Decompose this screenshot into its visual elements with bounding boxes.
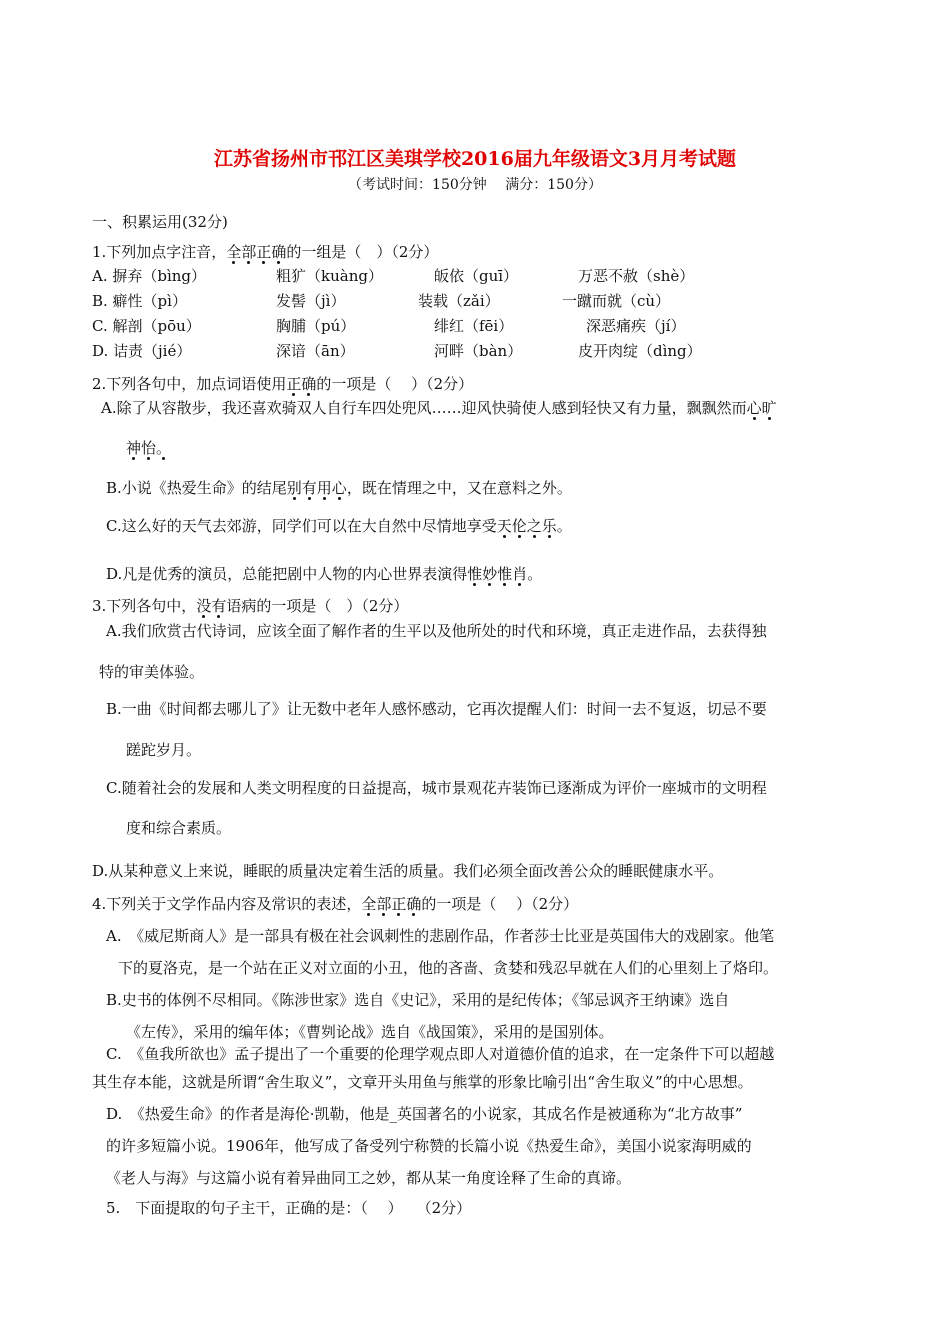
emphasis-dot bbox=[232, 261, 235, 264]
q1-row-d-col1: D. 诘责（jié） bbox=[92, 342, 192, 360]
emphasis-dots bbox=[497, 534, 557, 538]
emphasis-dot bbox=[397, 913, 400, 916]
q2-option-d: D.凡是优秀的演员，总能把剧中人物的内心世界表演得惟妙惟肖 。 bbox=[106, 564, 542, 584]
emphasis-dot bbox=[132, 457, 135, 460]
q1-row-c-col3: 绯红（fēi） bbox=[434, 317, 514, 335]
emphasis-dots bbox=[747, 416, 777, 420]
emphasis-dot bbox=[307, 393, 310, 396]
q1-row-a-col2: 粗犷（kuàng） bbox=[276, 267, 383, 285]
q2-d-emphasis: 惟妙惟肖 bbox=[467, 565, 527, 583]
q2-option-a: A.除了从容散步，我还喜欢骑双人自行车四处兜风……迎风快骑使人感到轻快又有力量，飘飘然而心旷 bbox=[101, 398, 777, 418]
q1-stem-post: 的一组是（ ）（2分） bbox=[286, 243, 439, 261]
emphasis-dot bbox=[753, 417, 756, 420]
q3-option-b-cont: 蹉跎岁月。 bbox=[126, 741, 202, 759]
emphasis-dot bbox=[202, 615, 205, 618]
emphasis-dot bbox=[382, 913, 385, 916]
emphasis-dot bbox=[503, 583, 506, 586]
q1-row-a-col1: A. 摒弃（bìng） bbox=[92, 267, 207, 285]
emphasis-dot bbox=[308, 497, 311, 500]
q1-stem bbox=[92, 242, 438, 262]
q1-row-b-col4: 一蹴而就（cù） bbox=[562, 292, 671, 310]
emphasis-dot bbox=[217, 615, 220, 618]
q4-option-a-cont: 下的夏洛克，是一个站在正义对立面的小丑，他的吝啬、贪婪和残忍早就在人们的心里刻上了烙印。 bbox=[118, 959, 779, 977]
q2-a-emphasis: 心旷 bbox=[747, 399, 777, 417]
emphasis-dot bbox=[768, 417, 771, 420]
q1-row-d-col4: 皮开肉绽（dìng） bbox=[578, 342, 702, 360]
page-title: 江苏省扬州市邗江区美琪学校2016届九年级语文3月月考试题 bbox=[213, 148, 737, 170]
emphasis-dots bbox=[361, 912, 421, 916]
q4-option-a: A. 《威尼斯商人》是一部具有极在社会讽刺性的悲剧作品，作者莎士比亚是英国伟大的戏剧家。他笔 bbox=[106, 927, 775, 945]
q1-stem-pre: 1.下列加点字注音， bbox=[92, 243, 227, 261]
q3-option-a-cont: 特的审美体验。 bbox=[99, 663, 205, 681]
emphasis-dot bbox=[533, 535, 536, 538]
q2-option-b: B.小说《热爱生命》的结尾别有用心 ，既在情理之中，又在意料之外。 bbox=[106, 478, 572, 498]
emphasis-dots bbox=[467, 582, 527, 586]
emphasis-dot bbox=[473, 583, 476, 586]
q2-b-emphasis: 别有用心 bbox=[287, 479, 347, 497]
q4-option-b: B.史书的体例不尽相同。《陈涉世家》选自《史记》，采用的是纪传体；《邹忌讽齐王纳谏》选自 bbox=[106, 991, 730, 1009]
emphasis-dot bbox=[262, 261, 265, 264]
q1-row-b-col1: B. 癖性（pì） bbox=[92, 292, 187, 310]
q2-stem: 2.下列各句中，加点词语使用正确 的一项是（ ）（2分） bbox=[92, 374, 473, 394]
q1-row-c-col4: 深恶痛疾（jí） bbox=[586, 317, 686, 335]
emphasis-dot bbox=[488, 583, 491, 586]
q3-option-a: A.我们欣赏古代诗词，应该全面了解作者的生平以及他所处的时代和环境，真正走进作品，去获得独 bbox=[106, 622, 767, 640]
emphasis-dots bbox=[287, 496, 347, 500]
emphasis-dot bbox=[338, 497, 341, 500]
q1-row-c-col1: C. 解剖（pōu） bbox=[92, 317, 201, 335]
q3-option-b: B.一曲《时间都去哪儿了》让无数中老年人感怀感动，它再次提醒人们：时间一去不复返，切忌不要 bbox=[106, 700, 767, 718]
section-heading: 一、积累运用(32分) bbox=[92, 213, 228, 231]
q4-stem: 4.下列关于文学作品内容及常识的表述，全部正确 的一项是（ ）（2分） bbox=[92, 894, 578, 914]
emphasis-dots bbox=[126, 456, 171, 460]
q3-option-d: D.从某种意义上来说，睡眠的质量决定着生活的质量。我们必须全面改善公众的睡眠健康水平。 bbox=[92, 862, 724, 880]
q2-stem-emphasis: 正确 bbox=[286, 375, 316, 393]
emphasis-dot bbox=[247, 261, 250, 264]
emphasis-dot bbox=[147, 457, 150, 460]
emphasis-dot bbox=[548, 535, 551, 538]
emphasis-dot bbox=[367, 913, 370, 916]
q4-option-c: C. 《鱼我所欲也》孟子提出了一个重要的伦理学观点即人对道德价值的追求，在一定条件下可以超越 bbox=[106, 1045, 775, 1063]
q1-row-a-col3: 皈依（guī） bbox=[434, 267, 519, 285]
q2-a-emphasis-cont: 神怡。 bbox=[126, 439, 171, 457]
q3-stem-emphasis: 没有 bbox=[196, 597, 226, 615]
q5-stem: 5. 下面提取的句子主干，正确的是：（ ） （2分） bbox=[106, 1199, 472, 1217]
emphasis-dot bbox=[292, 393, 295, 396]
q1-row-a-col4: 万恶不赦（shè） bbox=[578, 267, 695, 285]
q4-option-d: D. 《热爱生命》的作者是海伦·凯勒，他是_英国著名的小说家，其成名作是被通称为“北方故事” bbox=[106, 1105, 743, 1123]
q4-option-d-cont2: 《老人与海》与这篇小说有着异曲同工之妙，都从某一角度诠释了生命的真谛。 bbox=[106, 1169, 632, 1187]
q2-option-a-cont bbox=[126, 438, 171, 458]
emphasis-dot bbox=[277, 261, 280, 264]
q3-option-c: C.随着社会的发展和人类文明程度的日益提高，城市景观花卉装饰已逐渐成为评价一座城市的文明程 bbox=[106, 779, 767, 797]
q3-option-c-cont: 度和综合素质。 bbox=[126, 819, 232, 837]
emphasis-dot bbox=[518, 535, 521, 538]
q1-row-d-col2: 深谙（ān） bbox=[276, 342, 355, 360]
q2-option-c: C.这么好的天气去郊游，同学们可以在大自然中尽情地享受天伦之乐 。 bbox=[106, 516, 572, 536]
q1-row-b-col3: 装载（zǎi） bbox=[418, 292, 500, 310]
q4-option-d-cont: 的许多短篇小说。1906年，他写成了备受列宁称赞的长篇小说《热爱生命》，美国小说家海明威的 bbox=[106, 1137, 752, 1155]
exam-info: （考试时间：150分钟 满分：150分） bbox=[348, 177, 602, 193]
emphasis-dot bbox=[503, 535, 506, 538]
q2-c-emphasis: 天伦之乐 bbox=[497, 517, 557, 535]
emphasis-dot bbox=[518, 583, 521, 586]
emphasis-dot bbox=[162, 457, 165, 460]
emphasis-dot bbox=[293, 497, 296, 500]
q3-stem: 3.下列各句中，没有 语病的一项是（ ）（2分） bbox=[92, 596, 408, 616]
emphasis-dots bbox=[226, 260, 286, 264]
q1-stem-emphasis: 全部正确 bbox=[226, 243, 286, 261]
q1-row-c-col2: 胸脯（pú） bbox=[276, 317, 356, 335]
emphasis-dot bbox=[323, 497, 326, 500]
q4-option-b-cont: 《左传》，采用的编年体；《曹刿论战》选自《战国策》，采用的是国别体。 bbox=[126, 1023, 614, 1041]
q1-row-d-col3: 河畔（bàn） bbox=[434, 342, 523, 360]
q1-row-b-col2: 发髻（jì） bbox=[276, 292, 346, 310]
emphasis-dots bbox=[196, 614, 226, 618]
emphasis-dots bbox=[286, 392, 316, 396]
q4-stem-emphasis: 全部正确 bbox=[361, 895, 421, 913]
q4-option-c-cont: 其生存本能，这就是所谓“舍生取义”，文章开头用鱼与熊掌的形象比喻引出“舍生取义”的中心思想。 bbox=[92, 1073, 753, 1091]
emphasis-dot bbox=[412, 913, 415, 916]
